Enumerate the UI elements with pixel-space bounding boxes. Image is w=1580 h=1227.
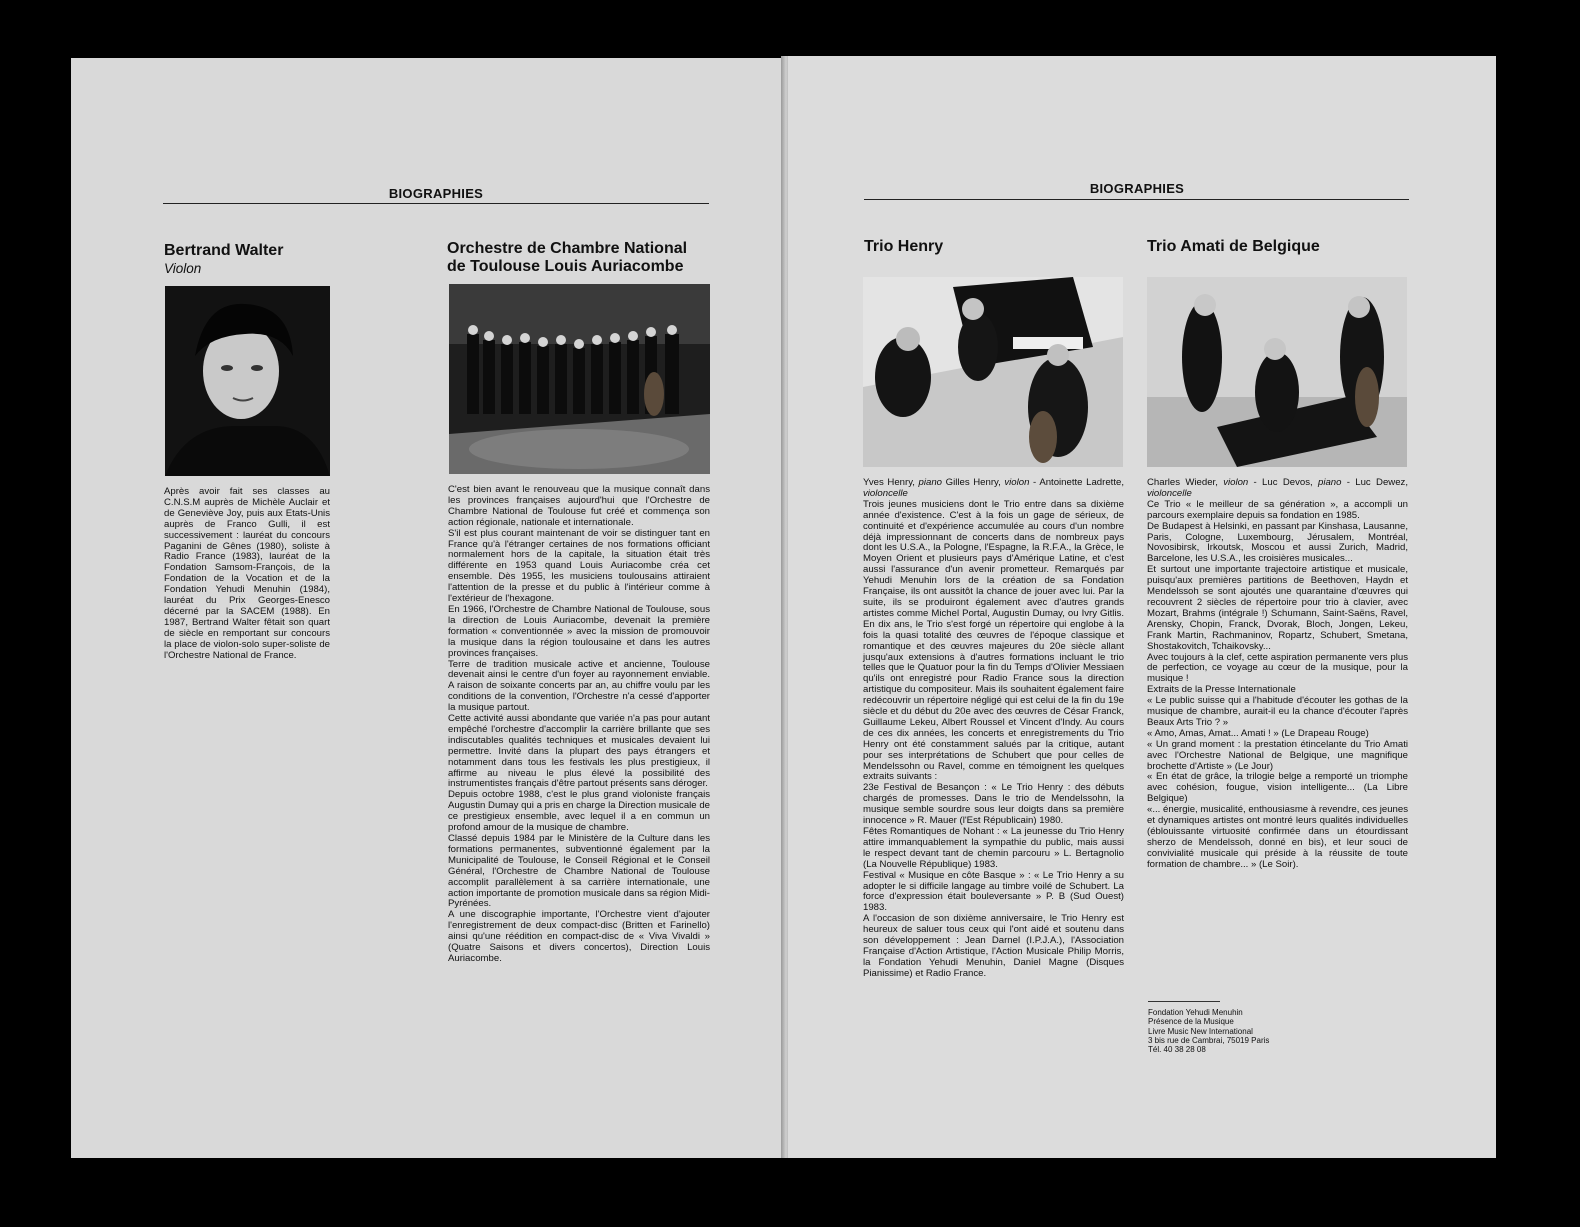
footer-address	[1148, 1008, 1348, 1054]
bio-paragraph: 23e Festival de Besançon : « Le Trio Henry : des débuts chargés de promesses. Dans le trio de Mendelssohn, la musique semble sourdre sous leur doigts dans sa première innocence » R. Mauer (l'Est Républicain) 1980.	[863, 782, 1124, 827]
photo-caption	[1147, 478, 1408, 500]
trio-amati-illustration	[1147, 277, 1407, 467]
caption-text: - Antoinette Ladrette,	[1029, 477, 1124, 488]
caption-instrument: piano	[918, 477, 943, 488]
orchestra-bio	[448, 485, 710, 965]
bio-paragraph: De Budapest à Helsinki, en passant par Kinshasa, Lausanne, Paris, Cologne, Luxembourg, Jérusalem, Montréal, Novosibirsk, Irkoutsk, Moscou et aussi Zurich, Madrid, Barcelone, les U.S.A., les croisières musicales...	[1147, 520, 1408, 565]
caption-text: - Luc Devos,	[1248, 477, 1318, 488]
bio-paragraph: Ce Trio « le meilleur de sa génération », a accompli un parcours exemplaire depuis sa fondation en 1985.	[1147, 498, 1408, 521]
right-page	[788, 56, 1496, 1158]
trio-henry-photo	[863, 277, 1123, 467]
page-header: BIOGRAPHIES	[388, 186, 484, 201]
footer-line: Livre Music New International	[1148, 1026, 1253, 1036]
header-rule	[163, 203, 709, 204]
trio-henry-illustration	[863, 277, 1123, 467]
trio-henry-bio	[863, 478, 1124, 980]
bio-paragraph: S'il est plus courant maintenant de voir se distinguer tant en France qu'à l'étranger certaines de nos formations officiant normalement hors de la capitale, la situation était très différente en 1953 quand Louis Auriacombe créa cet ensemble. Dès 1955, les musiciens toulousains attiraient l'attention de la presse et du public à l'intérieur comme à l'extérieur de l'hexagone.	[448, 527, 710, 605]
footer-rule	[1148, 1001, 1220, 1002]
bio-paragraph: Après avoir fait ses classes au C.N.S.M auprès de Michèle Auclair et de Geneviève Joy, puis aux Etats-Unis auprès de Franco Gulli, il est successivement : lauréat du concours Paganini de Gênes (1980), soliste à Radio France (1983), lauréat de la Fondation Samsom-François, de la Fondation de la Vocation et de la Fondation Yehudi Menuhin (1984), lauréat du Prix Georges-Enesco décerné par la SACEM (1988). En 1987, Bertrand Walter fêtait son quart de siècle en remportant sur concours la place de violon-solo super-soliste de l'Orchestre National de France.	[164, 486, 330, 661]
trio-amati-bio	[1147, 478, 1408, 871]
trio-amati-name: Trio Amati de Belgique	[1147, 238, 1320, 255]
page-header: BIOGRAPHIES	[1089, 181, 1185, 196]
caption-text: - Luc Dewez,	[1341, 477, 1409, 488]
bio-paragraph: En 1966, l'Orchestre de Chambre National de Toulouse, sous la direction de Louis Auriacombe, devenait la première formation « conventionnée » avec la mission de promouvoir la musique dans la région toulousaine et dans les autres provinces françaises.	[448, 603, 710, 659]
bio-paragraph: Cette activité aussi abondante que variée n'a pas pour autant empêché l'orchestre d'accomplir la carrière brillante que ses indiscutables qualités techniques et musicales devaient lui permettre. Invité dans la plupart des pays étrangers et notamment dans tous les festivals les plus prestigieux, il affirme au niveau le plus élevé la possibilité des instrumentistes français d'être partout présents sans déroger.	[448, 713, 710, 790]
artist-instrument: Violon	[164, 261, 202, 276]
left-page	[71, 58, 786, 1158]
bio-paragraph: Depuis octobre 1988, c'est le plus grand violoniste français Augustin Dumay qui a pris en charge la Direction musicale de ce prestigieux ensemble, avec lequel il a en commun un profond amour de la musique de chambre.	[448, 789, 710, 834]
header-rule	[864, 199, 1409, 200]
caption-text: Yves Henry,	[863, 477, 919, 488]
bio-paragraph: Terre de tradition musicale active et ancienne, Toulouse devenait ainsi le centre d'un foyer au rayonnement enviable. A raison de soixante concerts par an, au chiffre voulu par les conditions de la convention, l'Orchestre n'a cessé d'apporter la musique partout.	[448, 658, 710, 714]
orchestra-illustration	[449, 284, 710, 474]
orchestra-name-line1: Orchestre de Chambre National	[447, 240, 688, 257]
caption-instrument: violoncelle	[863, 487, 908, 499]
photo-caption	[863, 478, 1124, 500]
portrait-photo	[165, 286, 330, 476]
bio-paragraph: A une discographie importante, l'Orchestre vient d'ajouter l'enregistrement de deux compact-disc (Britten et Farinello) ainsi qu'une réédition en compact-disc de « Viva Vivaldi » (Quatre Saisons et divers concertos), Direction Louis Auriacombe.	[448, 909, 710, 964]
caption-instrument: violon	[1004, 477, 1030, 488]
footer-line: Fondation Yehudi Menuhin	[1148, 1008, 1243, 1017]
bio-paragraph: Avec toujours à la clef, cette aspiration permanente vers plus de perfection, ce voyage au cœur de la musique, pour la musique !	[1147, 651, 1408, 685]
caption-text: Charles Wieder,	[1147, 477, 1224, 488]
caption-instrument: violoncelle	[1147, 487, 1192, 499]
bio-paragraph: Et surtout une importante trajectoire artistique et musicale, puisqu'aux premières partitions de Beethoven, Haydn et Mendelssoh se sont ajoutés une quarantaine d'œuvres qui recouvrent 2 siècles de répertoire pour trio à clavier, avec Mozart, Brahms (intégrale !) Schumann, Saint-Saëns, Ravel, Arensky, Chopin, Franck, Dvorak, Bloch, Jongen, Lekeu, Frank Martin, Rachmaninov, Ropartz, Schubert, Smetana, Shostakovitch, Tchaikovsky...	[1147, 564, 1408, 652]
bio-paragraph: « Le public suisse qui a l'habitude d'écouter les gothas de la musique de chambre, aurait-il eu la chance d'écouter l'après Beaux Arts Trio ? »	[1147, 695, 1408, 728]
bio-paragraph: « Un grand moment : la prestation étincelante du Trio Amati avec l'Orchestre National de Belgique, une magnifique brochette d'Artiste » (Le Jour)	[1147, 738, 1408, 772]
orchestra-photo	[449, 284, 710, 474]
footer-line: Tél. 40 38 28 08	[1148, 1045, 1206, 1055]
bio-paragraph: « En état de grâce, la trilogie belge a remporté un triomphe avec cohésion, fougue, vision intelligente... (La Libre Belgique)	[1147, 771, 1408, 805]
bio-paragraph: Festival « Musique en côte Basque » : « Le Trio Henry a su adopter le si difficile langage au timbre voilé de Schubert. La force d'expression était bouleversante » P. B (Sud Ouest) 1983.	[863, 869, 1124, 914]
trio-henry-name: Trio Henry	[864, 238, 944, 255]
bio-paragraph: Fêtes Romantiques de Nohant : « La jeunesse du Trio Henry attire immanquablement la sympathie du public, mais aussi le respect devant tant de chemin parcouru » L. Bertagnolio (La Nouvelle République) 1983.	[863, 826, 1124, 870]
footer-line: 3 bis rue de Cambrai, 75019 Paris	[1148, 1035, 1270, 1045]
caption-text: Gilles Henry,	[942, 477, 1005, 488]
bio-paragraph: Trois jeunes musiciens dont le Trio entre dans sa dixième année d'existence. C'est à la fois un gage de sérieux, de continuité et d'expérience accumulée au cours d'un nombre déjà impressionnant de concerts dans de nombreux pays dont les U.S.A., la Pologne, l'Espagne, la R.F.A., la Grèce, le Moyen Orient et plusieurs pays d'Amérique Latine, et c'est aussi l'assurance d'un avenir prometteur. Remarqués par Yehudi Menuhin lors de la création de sa Fondation Française, ils ont aussitôt la chance de jouer avec lui. Par la suite, ils se produiront également avec d'autres grands artistes comme Michel Portal, Augustin Dumay, ou Ivry Gitlis. En dix ans, le Trio s'est forgé un répertoire qui englobe à la fois la quasi totalité des œuvres de l'époque classique et romantique et des œuvres majeures du 20e siècle allant jusqu'aux extensions à d'autres formations incluant le trio telles que le Quatuor pour la fin du Temps d'Olivier Messiaen qu'ils ont enregistré pour Radio France sous la direction artistique du compositeur. Mais ils souhaitent également faire redécouvrir un répertoire négligé qui est celui de la fin du 19e siècle et du début du 20e avec des œuvres de César Franck, Guillaume Lekeu, Albert Roussel et Vincent d'Indy. Au cours de ces dix années, les concerts et enregistrements du Trio Henry ont été constamment salués par la critique, autant pour ses interprétations de Schubert que pour celles de Mendelssohn ou Ravel, comme en témoignent les quelques extraits suivants :	[863, 498, 1124, 783]
bio-paragraph: Extraits de la Presse Internationale	[1147, 684, 1296, 696]
caption-instrument: violon	[1223, 477, 1249, 488]
trio-amati-photo	[1147, 277, 1407, 467]
bio-paragraph: Classé depuis 1984 par le Ministère de la Culture dans les formations permanentes, subventionné également par la Municipalité de Toulouse, le Conseil Régional et le Conseil Général, l'Orchestre de Chambre National de Toulouse accomplit parallèlement à sa carrière internationale, une action importante de promotion musicale dans sa région Midi-Pyrénées.	[448, 833, 710, 910]
bio-paragraph: « Amo, Amas, Amat... Amati ! » (Le Drapeau Rouge)	[1147, 727, 1369, 739]
portrait-illustration	[165, 286, 330, 476]
bio-paragraph: A l'occasion de son dixième anniversaire, le Trio Henry est heureux de saluer tous ceux qui l'ont aidé et soutenu dans son développement : Jean Darnel (I.P.J.A.), l'Association Française d'Action Artistique, l'Action Musicale Philip Morris, la Fondation Yehudi Menuhin, Daniel Magne (Disques Pianissime) et Radio France.	[863, 913, 1124, 979]
footer-line: Présence de la Musique	[1148, 1017, 1234, 1027]
artist-bio	[164, 487, 330, 662]
bio-paragraph: «... énergie, musicalité, enthousiasme à revendre, ces jeunes et dynamiques artistes ont montré leurs qualités individuelles (éblouissante virtuosité confirmée dans un étourdissant sherzo de Mendelssoh, donné en bis), et leur souci de convivialité musicale qui préside à la réussite de toute formation de chambre... » (Le Soir).	[1147, 804, 1408, 870]
bio-paragraph: C'est bien avant le renouveau que la musique connaît dans les provinces françaises aujourd'hui que l'Orchestre de Chambre National de Toulouse fut créé et commença son action régionale, nationale et internationale.	[448, 484, 710, 528]
caption-instrument: piano	[1317, 477, 1342, 488]
orchestra-name-line2: de Toulouse Louis Auriacombe	[447, 258, 684, 275]
artist-name: Bertrand Walter	[164, 242, 284, 259]
